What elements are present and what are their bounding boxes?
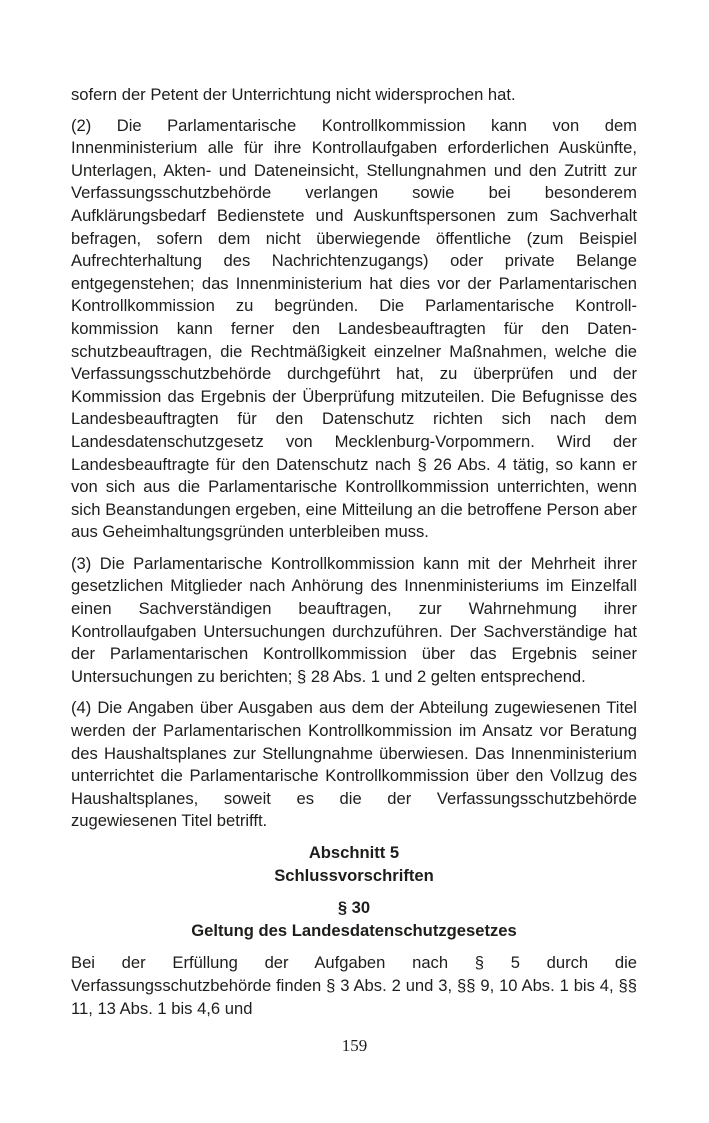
- article-heading: [71, 897, 637, 942]
- paragraph-3: (3) Die Parlamentarische Kontrollkommission kann mit der Mehrheit ihrer gesetzlichen Mitglieder nach Anhörung des Innenministeriums im Einzelfall einen Sachverständigen beauftragen, zur Wahrnehmung ihrer Kontrollaufgaben Untersuchungen durchzuführen. Der Sachverständige hat der Parlamentarischen Kontrollkommission über das Ergebnis seiner Untersuchungen zu berichten; § 28 Abs. 1 und 2 gelten entsprechend.: [71, 553, 637, 686]
- paragraph-continuation: sofern der Petent der Unterrichtung nicht widersprochen hat.: [71, 85, 516, 104]
- section-label: Abschnitt 5: [308, 843, 400, 862]
- section-title: Schlussvorschriften: [274, 865, 434, 885]
- paragraph-4: (4) Die Angaben über Ausgaben aus dem der Abteilung zugewiesenen Titel werden der Parlamentarischen Kontrollkommission im Ansatz vor Beratung des Haushaltsplanes zur Stellungnahme überwiesen. Das Innenministerium unterrichtet die Parlamentarische Kontrollkommission über den Vollzug des Haushaltsplanes, soweit es die der Verfassungsschutzbehörde zugewiesenen Titel betrifft.: [71, 698, 637, 831]
- article-title: Geltung des Landesdatenschutzgesetzes: [191, 920, 517, 940]
- section-heading: [71, 842, 637, 887]
- paragraph-article-30: Bei der Erfüllung der Aufgaben nach § 5 durch die Verfassungsschutzbehörde finden § 3 Abs. 2 und 3, §§ 9, 10 Abs. 1 bis 4, §§ 11, 13 Abs. 1 bis 4,6 und: [71, 953, 637, 1018]
- paragraph-2: (2) Die Parlamentarische Kontrollkommission kann von dem Innenministerium alle für ihre Kontrollaufgaben erforderlichen Auskünfte, Unterlagen, Akten- und Dateneinsicht, Stellungnahmen und den Zutritt zur Verfassungsschutzbehörde verlangen sowie bei besonderem Aufklärungsbedarf Bedienstete und Auskunftspersonen zum Sachverhalt befragen, sofern dem nicht überwiegende öffentliche (zum Beispiel Aufrechterhaltung des Nachrichtenzugangs) oder private Belange entgegenstehen; das Innenministerium hat dies vor der Parlamentarischen Kontrollkommission zu begründen. Die Parlamentarische Kontrollkommission kann ferner den Landesbeauftragten für den Datenschutzbeauftragen, die Rechtmäßigkeit einzelner Maßnahmen, welche die Verfassungsschutzbehörde durchgeführt hat, zu überprüfen und der Kommission das Ergebnis der Überprüfung mitzuteilen. Die Befugnisse des Landesbeauftragten für den Datenschutz richten sich nach dem Landesdatenschutzgesetz von Mecklenburg-Vorpommern. Wird der Landesbeauftragte für den Datenschutz nach § 26 Abs. 4 tätig, so kann er von sich aus die Parlamentarische Kontrollkommission unterrichten, wenn sich Beanstandungen ergeben, eine Mitteilung an die betroffene Person aber aus Geheimhaltungsgründen unterbleiben muss.: [71, 115, 637, 542]
- article-number: § 30: [337, 898, 371, 918]
- page-body: [71, 84, 637, 1029]
- page-number: 159: [341, 1036, 368, 1055]
